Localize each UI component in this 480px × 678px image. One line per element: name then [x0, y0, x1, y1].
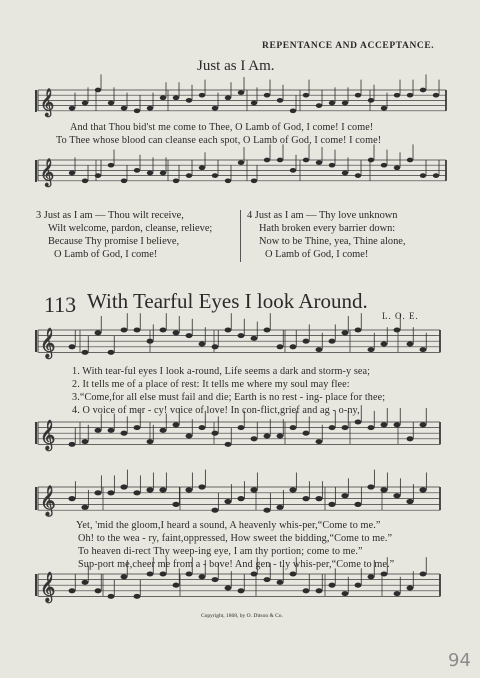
note-head — [173, 583, 180, 588]
verse-line: 3 Just as I am — Thou wilt receive, — [36, 210, 184, 221]
note-head — [212, 344, 219, 349]
note-head — [264, 433, 271, 438]
clef-icon: 𝄞 — [40, 89, 55, 116]
note-head — [355, 327, 362, 332]
note-head — [394, 327, 401, 332]
note-head — [172, 502, 179, 507]
note-head — [186, 433, 193, 438]
note-head — [159, 487, 166, 492]
note-head — [95, 330, 102, 335]
note-head — [238, 90, 244, 95]
note-head — [251, 178, 257, 183]
note-head — [147, 339, 154, 344]
note-head — [342, 425, 349, 430]
note-head — [264, 93, 270, 98]
note-head — [160, 428, 167, 433]
clef-icon: 𝄞 — [40, 159, 55, 186]
note-head — [186, 333, 193, 338]
note-head — [407, 585, 414, 590]
note-head — [290, 425, 297, 430]
note-head — [277, 433, 284, 438]
note-head — [407, 158, 413, 163]
page-number: 94 — [448, 650, 471, 671]
note-head — [368, 425, 375, 430]
note-head — [250, 487, 257, 492]
note-head — [329, 425, 336, 430]
note-head — [69, 442, 76, 447]
note-head — [225, 95, 231, 100]
note-head — [341, 493, 348, 498]
note-head — [420, 347, 427, 352]
note-head — [263, 508, 270, 513]
note-head — [238, 160, 244, 165]
note-head — [328, 502, 335, 507]
note-head — [186, 571, 193, 576]
verse-line: 4 Just as I am — Thy love unknown — [247, 210, 398, 221]
note-head — [368, 98, 374, 103]
note-head — [367, 484, 374, 489]
hymn1-title: Just as I Am. — [197, 58, 275, 74]
note-head — [121, 574, 128, 579]
note-head — [342, 330, 349, 335]
note-head — [186, 98, 192, 103]
note-head — [393, 493, 400, 498]
note-head — [238, 588, 245, 593]
hymn2-author: L. O. E. — [382, 311, 419, 321]
note-head — [407, 93, 413, 98]
note-head — [160, 171, 166, 176]
note-head — [303, 158, 309, 163]
note-head — [381, 341, 388, 346]
note-head — [407, 341, 414, 346]
note-head — [329, 101, 335, 106]
note-head — [316, 103, 322, 108]
note-head — [368, 574, 375, 579]
note-head — [108, 594, 115, 599]
note-head — [277, 580, 284, 585]
note-head — [420, 88, 426, 93]
note-head — [316, 160, 322, 165]
note-head — [394, 165, 400, 170]
note-head — [381, 163, 387, 168]
note-head — [368, 347, 375, 352]
note-head — [212, 173, 218, 178]
note-head — [212, 577, 219, 582]
note-head — [355, 419, 362, 424]
note-head — [380, 487, 387, 492]
note-head — [94, 490, 101, 495]
clef-icon: 𝄞 — [40, 485, 56, 516]
note-head — [82, 350, 89, 355]
note-head — [303, 339, 310, 344]
note-head — [290, 108, 296, 113]
verse-line: Wilt welcome, pardon, cleanse, relieve; — [48, 223, 213, 234]
note-head — [173, 330, 180, 335]
note-head — [342, 171, 348, 176]
note-head — [303, 431, 310, 436]
note-head — [198, 484, 205, 489]
clef-icon: 𝄞 — [40, 420, 56, 450]
note-head — [251, 101, 257, 106]
copyright-notice: Copyright, 1868, by O. Ditson & Co. — [201, 613, 283, 619]
note-head — [342, 101, 348, 106]
note-head — [199, 93, 205, 98]
hymn2-line-b-2: Oh! to the wea - ry, faint,oppressed, How sweet the bidding,“Come to me.” — [78, 533, 393, 544]
note-head — [419, 487, 426, 492]
note-head — [95, 428, 102, 433]
note-head — [108, 163, 114, 168]
note-head — [69, 106, 75, 111]
note-head — [355, 173, 361, 178]
note-head — [381, 422, 388, 427]
note-head — [224, 499, 231, 504]
hymn2-line-b-1: Yet, 'mid the gloom,I heard a sound, A heavenly whis-per,“Come to me.” — [76, 520, 381, 531]
verse-divider — [240, 210, 241, 262]
note-head — [69, 344, 76, 349]
note-head — [82, 439, 89, 444]
note-head — [225, 327, 232, 332]
note-head — [316, 347, 323, 352]
note-head — [108, 428, 115, 433]
note-head — [147, 171, 153, 176]
note-head — [95, 588, 102, 593]
hymn1-lyric-line-1: And that Thou bid'st me come to Thee, O Lamb of God, I come! I come! — [70, 122, 374, 133]
note-head — [212, 431, 219, 436]
note-head — [185, 487, 192, 492]
note-head — [433, 93, 439, 98]
note-head — [212, 106, 218, 111]
note-head — [237, 496, 244, 501]
note-head — [289, 487, 296, 492]
note-head — [251, 336, 258, 341]
clef-icon: 𝄞 — [40, 328, 56, 358]
note-head — [303, 588, 310, 593]
note-head — [134, 425, 141, 430]
note-head — [107, 490, 114, 495]
note-head — [277, 98, 283, 103]
note-head — [121, 431, 128, 436]
note-head — [108, 101, 114, 106]
note-head — [238, 333, 245, 338]
note-head — [186, 173, 192, 178]
note-head — [251, 436, 258, 441]
note-head — [95, 88, 101, 93]
note-head — [433, 173, 439, 178]
note-head — [368, 158, 374, 163]
note-head — [406, 499, 413, 504]
note-head — [81, 505, 88, 510]
note-head — [420, 422, 427, 427]
verse-line: O Lamb of God, I come! — [265, 249, 369, 260]
note-head — [407, 436, 414, 441]
note-head — [277, 344, 284, 349]
note-head — [68, 496, 75, 501]
note-head — [225, 442, 232, 447]
note-head — [160, 95, 166, 100]
note-head — [354, 502, 361, 507]
note-head — [199, 574, 206, 579]
note-head — [108, 350, 115, 355]
clef-icon: 𝄞 — [40, 572, 56, 602]
note-head — [290, 571, 297, 576]
note-head — [173, 422, 180, 427]
note-head — [329, 163, 335, 168]
note-head — [381, 106, 387, 111]
note-head — [394, 93, 400, 98]
hymn2-line-a-3: 3.“Come,for all else must fail and die; Earth is no rest - ing- place for thee; — [72, 392, 386, 403]
note-head — [238, 425, 245, 430]
note-head — [134, 168, 140, 173]
note-head — [121, 327, 128, 332]
hymn1-verse-3 — [36, 209, 212, 261]
note-head — [95, 173, 101, 178]
note-head — [199, 341, 206, 346]
note-head — [290, 344, 297, 349]
note-head — [290, 168, 296, 173]
note-head — [277, 158, 283, 163]
note-head — [82, 580, 89, 585]
note-head — [342, 591, 349, 596]
section-header: REPENTANCE AND ACCEPTANCE. — [262, 41, 435, 51]
note-head — [199, 425, 206, 430]
note-head — [82, 178, 88, 183]
note-head — [355, 93, 361, 98]
note-head — [420, 173, 426, 178]
note-head — [316, 588, 323, 593]
verse-line: Now to be Thine, yea, Thine alone, — [259, 236, 406, 247]
note-head — [121, 106, 127, 111]
hymn2-line-b-4: Sup-port me,cheer me from a - bove! And gen - tly whis-per,“Come to me.” — [78, 559, 395, 570]
verse-line: Hath broken every barrier down: — [259, 223, 396, 234]
note-head — [276, 505, 283, 510]
note-head — [134, 108, 140, 113]
note-head — [211, 508, 218, 513]
note-head — [199, 165, 205, 170]
note-head — [225, 585, 232, 590]
note-head — [264, 158, 270, 163]
note-head — [251, 571, 258, 576]
hymn2-line-a-1: 1. With tear-ful eyes I look a-round, Life seems a dark and storm-y sea; — [72, 366, 371, 377]
hymn1-lyric-line-2: To Thee whose blood can cleanse each spot, O Lamb of God, I come! I come! — [56, 135, 382, 146]
note-head — [394, 591, 401, 596]
note-head — [147, 571, 154, 576]
note-head — [82, 101, 88, 106]
note-head — [315, 496, 322, 501]
note-head — [147, 439, 154, 444]
note-head — [160, 571, 167, 576]
note-head — [355, 583, 362, 588]
note-head — [316, 439, 323, 444]
hymn2-line-a-4: 4. O voice of mer - cy! voice of love! In con-flict,grief and ag - o-ny, — [72, 405, 360, 416]
note-head — [147, 106, 153, 111]
note-head — [134, 594, 141, 599]
note-head — [225, 178, 231, 183]
note-head — [134, 327, 141, 332]
note-head — [69, 588, 76, 593]
note-head — [381, 571, 388, 576]
hymn-number: 113 — [44, 292, 77, 317]
note-head — [146, 487, 153, 492]
note-head — [133, 490, 140, 495]
hymn2-line-a-2: 2. It tells me of a place of rest: It tells me where my soul may flee: — [72, 379, 350, 390]
hymn2-line-b-3: To heaven di-rect Thy weep-ing eye, I am thy portion; come to me.” — [78, 546, 363, 557]
hymn2-title: With Tearful Eyes I look Around. — [87, 289, 368, 313]
note-head — [69, 171, 75, 176]
note-head — [329, 583, 336, 588]
note-head — [420, 571, 427, 576]
note-head — [173, 95, 179, 100]
note-head — [264, 577, 271, 582]
note-head — [121, 178, 127, 183]
verse-line: Because Thy promise I believe, — [48, 236, 180, 247]
note-head — [160, 327, 167, 332]
note-head — [394, 422, 401, 427]
note-head — [302, 496, 309, 501]
note-head — [303, 93, 309, 98]
note-head — [329, 339, 336, 344]
note-head — [264, 327, 271, 332]
note-head — [173, 178, 179, 183]
verse-line: O Lamb of God, I come! — [54, 249, 158, 260]
hymn1-verse-4 — [247, 209, 406, 261]
note-head — [120, 484, 127, 489]
